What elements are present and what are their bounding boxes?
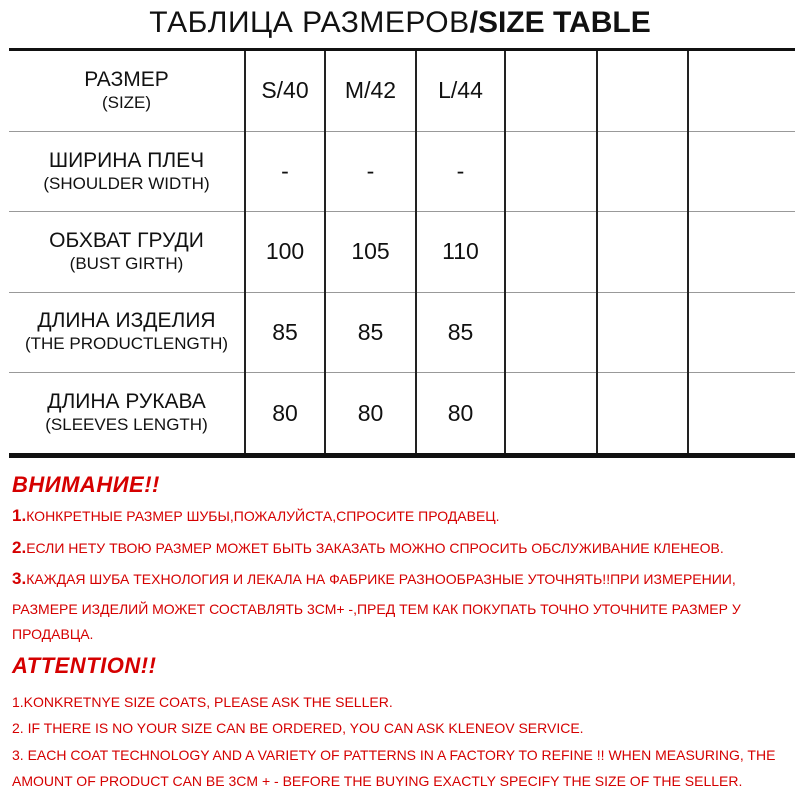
row-label-en: (THE PRODUCTLENGTH) [24, 334, 229, 354]
notice-ru-item-3 [12, 569, 736, 589]
table-cell: 85 [245, 292, 325, 372]
item-number: 3. [12, 569, 27, 588]
table-cell: M/42 [325, 51, 416, 131]
table-cell [688, 131, 795, 211]
row-label-en: (SIZE) [101, 92, 152, 112]
notice-ru-item-2 [12, 538, 724, 558]
table-cell [505, 212, 597, 292]
table-cell [597, 51, 688, 131]
table-cell: 80 [416, 373, 505, 453]
table-cell [505, 373, 597, 453]
table-row [9, 373, 795, 453]
table-cell [688, 292, 795, 372]
title-english: SIZE TABLE [477, 6, 651, 39]
row-label [9, 373, 245, 453]
row-label [9, 212, 245, 292]
table-cell: 80 [245, 373, 325, 453]
row-label-en: (BUST GIRTH) [69, 253, 184, 273]
row-label-ru: РАЗМЕР [84, 67, 169, 91]
table-bottom-rule [9, 453, 795, 458]
row-label-ru: ДЛИНА ИЗДЕЛИЯ [37, 309, 216, 333]
table-cell [688, 373, 795, 453]
page-title [0, 4, 800, 42]
table-cell [597, 212, 688, 292]
notice-en-item-2: 2. IF THERE IS NO YOUR SIZE CAN BE ORDERED, YOU CAN ASK KLENEOV SERVICE. [12, 720, 584, 736]
row-label-en: (SHOULDER WIDTH) [43, 173, 210, 193]
table-row [9, 292, 795, 372]
item-text: ЕСЛИ НЕТУ ТВОЮ РАЗМЕР МОЖЕТ БЫТЬ ЗАКАЗАТЬ МОЖНО СПРОСИТЬ ОБСЛУЖИВАНИЕ КЛЕНЕОВ. [26, 540, 724, 556]
table-cell [597, 131, 688, 211]
table-cell [505, 131, 597, 211]
title-russian: ТАБЛИЦА РАЗМЕРОВ [149, 6, 470, 39]
row-label [9, 131, 245, 211]
row-label-ru: ШИРИНА ПЛЕЧ [48, 148, 205, 172]
notice-ru-item-3-line-2: РАЗМЕРЕ ИЗДЕЛИЙ МОЖЕТ СОСТАВЛЯТЬ 3СМ+ -,ПРЕД ТЕМ КАК ПОКУПАТЬ ТОЧНО УТОЧНИТЕ РАЗМЕР У [12, 601, 741, 617]
table-cell [597, 292, 688, 372]
table-row [9, 51, 795, 131]
table-cell: 80 [325, 373, 416, 453]
row-label-ru: ДЛИНА РУКАВА [47, 390, 206, 414]
table-cell: - [416, 131, 505, 211]
table-cell: 105 [325, 212, 416, 292]
notice-ru-item-3-line-3: ПРОДАВЦА. [12, 626, 94, 642]
table-cell: S/40 [245, 51, 325, 131]
item-text: КАЖДАЯ ШУБА ТЕХНОЛОГИЯ И ЛЕКАЛА НА ФАБРИКЕ РАЗНООБРАЗНЫЕ УТОЧНЯТЬ!!ПРИ ИЗМЕРЕНИИ, [26, 571, 736, 587]
row-label-en: (SLEEVES LENGTH) [45, 415, 208, 435]
table-row [9, 131, 795, 211]
notice-en-item-1: 1.KONKRETNYE SIZE COATS, PLEASE ASK THE SELLER. [12, 694, 393, 710]
notice-heading-en: ATTENTION!! [12, 653, 157, 678]
notice-ru-item-1 [12, 506, 500, 526]
row-label-ru: ОБХВАТ ГРУДИ [49, 228, 204, 252]
table-cell [688, 212, 795, 292]
table-cell: L/44 [416, 51, 505, 131]
size-table [9, 51, 795, 453]
table-cell: 100 [245, 212, 325, 292]
table-cell [505, 292, 597, 372]
notice-en-item-3-line-2: AMOUNT OF PRODUCT CAN BE 3CM + - BEFORE THE BUYING EXACTLY SPECIFY THE SIZE OF THE SELLER. [12, 773, 743, 789]
item-number: 1. [12, 506, 27, 525]
table-cell: 110 [416, 212, 505, 292]
notice-en-item-3: 3. EACH COAT TECHNOLOGY AND A VARIETY OF PATTERNS IN A FACTORY TO REFINE !! WHEN MEASURING, THE [12, 747, 776, 763]
table-cell [597, 373, 688, 453]
table-cell: 85 [416, 292, 505, 372]
table-cell: - [325, 131, 416, 211]
title-separator: / [469, 6, 478, 39]
row-label [9, 292, 245, 372]
notice-heading-ru: ВНИМАНИЕ!! [12, 472, 160, 497]
item-text: КОНКРЕТНЫЕ РАЗМЕР ШУБЫ,ПОЖАЛУЙСТА,СПРОСИТЕ ПРОДАВЕЦ. [26, 508, 500, 524]
table-cell: - [245, 131, 325, 211]
table-cell [505, 51, 597, 131]
item-number: 2. [12, 538, 27, 557]
row-label [9, 51, 245, 131]
table-row [9, 212, 795, 292]
table-cell [688, 51, 795, 131]
table-cell: 85 [325, 292, 416, 372]
